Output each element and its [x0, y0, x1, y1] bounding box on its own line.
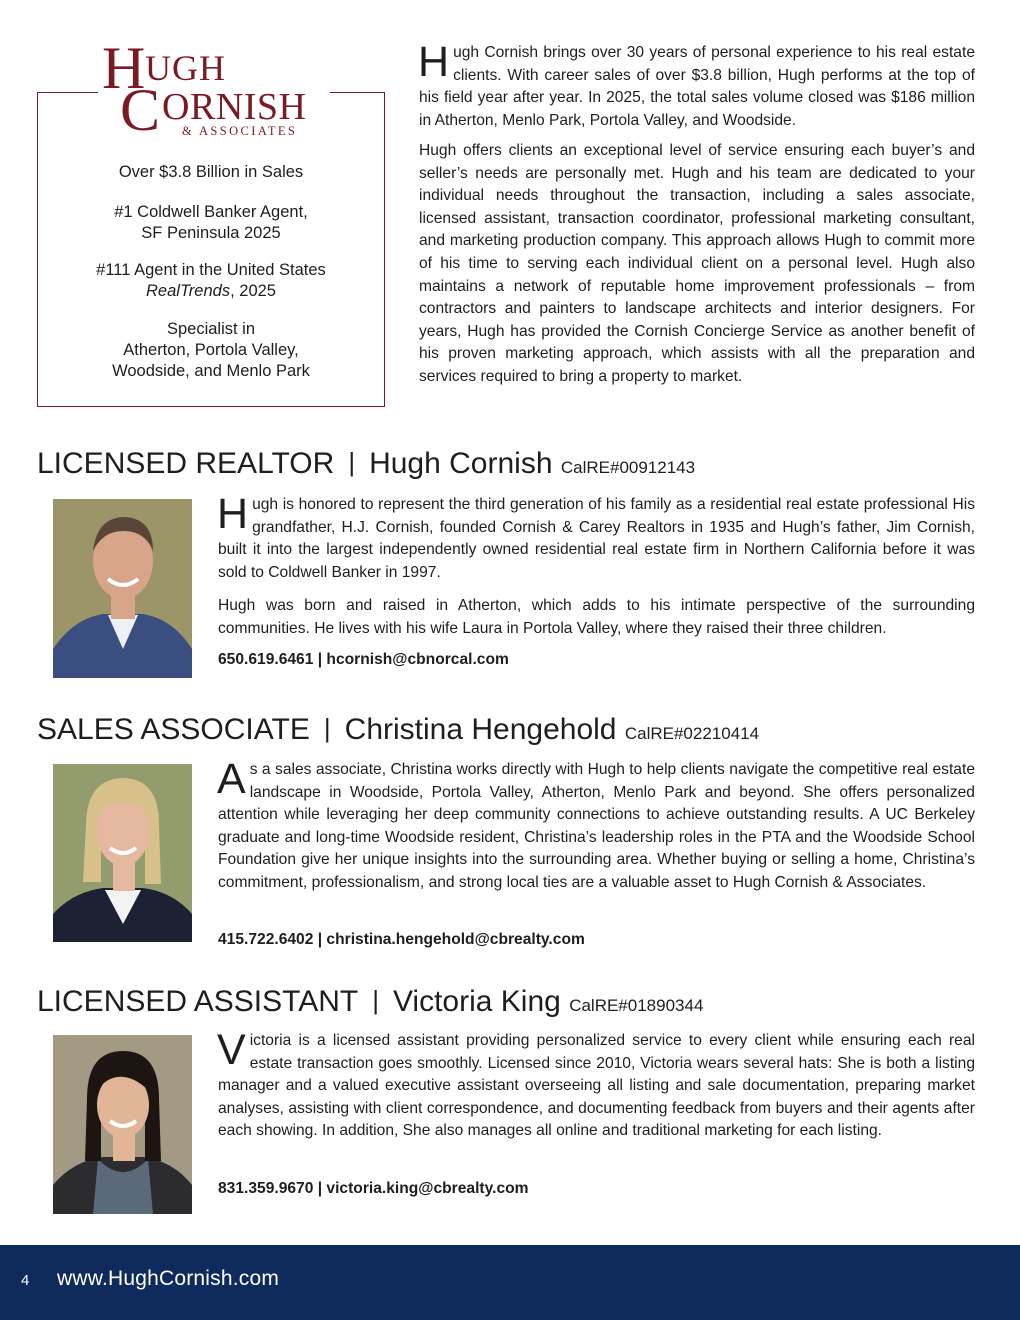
logo-text-ornish: ORNISH: [162, 86, 307, 128]
stat-rank-us: [37, 260, 385, 302]
stat-rank-cb-line2: SF Peninsula 2025: [141, 224, 281, 242]
portrait-victoria-svg: [53, 1035, 192, 1214]
contact-hugh: [218, 651, 509, 669]
role-title: LICENSED ASSISTANT: [37, 985, 359, 1018]
bio-christina-paragraph-text: s a sales associate, Christina works directly with Hugh to help clients navigate the competitive real estate landscape in Woodside, Portola Valley, Atherton, Menlo Park and beyond. She offers personalized attention while leveraging her deep community connections to achieve outstanding results. A UC Berkeley graduate and long-time Woodside resident, Christina’s leadership roles in the PTA and the Woodside School Foundation give her unique insights into the surrounding area. Whether buying or selling a home, Christina’s commitment, professionalism, and strong local ties are a valuable asset to Hugh Cornish & Associates.: [218, 761, 975, 891]
logo-text-ugh: UGH: [145, 48, 226, 88]
contact-christina: [218, 931, 585, 949]
logo-initial-h: H: [102, 35, 146, 101]
bio-victoria-paragraph-text: ictoria is a licensed assistant providing personalized service to every client while ensuring each real estate transaction goes smoothly. Licensed since 2010, Victoria wears several hats: She is both a listing manager and a valued executive assistant overseeing all listing and sale documentation, preparing market analyses, assisting with client correspondence, and documenting feedback from buyers and their agents after each showing. In addition, She also manages all online and traditional marketing for each listing.: [218, 1032, 975, 1140]
portrait-christina-hengehold: [53, 764, 192, 942]
bio-christina-paragraph: [217, 755, 975, 895]
realtrends-year: , 2025: [230, 282, 276, 300]
contact-divider: |: [313, 1180, 327, 1197]
portrait-christina-svg: [53, 764, 192, 942]
logo-associates: & ASSOCIATES: [182, 124, 298, 138]
member-name: Christina Hengehold: [344, 713, 617, 746]
phone-number[interactable]: 831.359.9670: [218, 1180, 314, 1197]
section-heading-realtor: [37, 447, 695, 485]
stat-rank-cb: [37, 202, 385, 244]
drop-cap: A: [217, 755, 246, 803]
contact-divider: |: [313, 651, 327, 668]
phone-number[interactable]: 650.619.6461: [218, 651, 314, 668]
email-link[interactable]: christina.hengehold@cbrealty.com: [326, 931, 585, 948]
bio-hugh-paragraph-2: Hugh was born and raised in Atherton, which adds to his intimate perspective of the surrounding communities. He lives with his wife Laura in Portola Valley, where they raised their three children.: [218, 597, 975, 637]
stat-rank-cb-line1: #1 Coldwell Banker Agent,: [114, 203, 308, 221]
drop-cap: H: [217, 490, 249, 538]
realtrends-label: RealTrends: [146, 282, 231, 300]
email-link[interactable]: victoria.king@cbrealty.com: [326, 1180, 529, 1197]
section-heading-sales-associate: [37, 713, 759, 751]
page-number: 4: [21, 1272, 30, 1289]
heading-divider: |: [323, 713, 331, 743]
intro-paragraph-1: [418, 38, 975, 132]
role-title: SALES ASSOCIATE: [37, 713, 310, 746]
logo-initial-c: C: [120, 77, 161, 143]
stat-rank-us-line2: [37, 281, 385, 302]
heading-divider: |: [348, 447, 356, 477]
portrait-hugh-cornish: [53, 499, 192, 678]
hugh-cornish-logo: [98, 35, 330, 143]
license-number: CalRE#01890344: [569, 996, 704, 1015]
bio-hugh-paragraph-1-text: ugh is honored to represent the third generation of his family as a residential real estate professional His grandfather, H.J. Cornish, founded Cornish & Carey Realtors in 1935 and Hugh’s father, Jim Cornish, built it into the largest independently owned residential real estate firm in Northern California before it was sold to Coldwell Banker in 1997.: [218, 496, 975, 581]
license-number: CalRE#02210414: [624, 724, 760, 743]
stat-specialist-line1: Specialist in: [166, 320, 256, 338]
bio-hugh-paragraph-1: [217, 490, 975, 584]
section-heading-licensed-assistant: [37, 985, 703, 1023]
stat-rank-us-line1: #111 Agent in the United States: [96, 261, 326, 279]
stat-specialist-line2: Atherton, Portola Valley,: [123, 341, 299, 359]
member-name: Hugh Cornish: [369, 447, 553, 480]
drop-cap: H: [418, 38, 450, 86]
contact-victoria: [218, 1180, 529, 1198]
drop-cap: V: [217, 1026, 246, 1074]
role-title: LICENSED REALTOR: [37, 447, 335, 480]
portrait-victoria-king: [53, 1035, 192, 1214]
stat-sales: Over $3.8 Billion in Sales: [118, 163, 304, 181]
stat-specialist-line3: Woodside, and Menlo Park: [112, 362, 310, 380]
intro-paragraph-2: Hugh offers clients an exceptional level of service ensuring each buyer’s and seller’s needs are personally met. Hugh and his team are dedicated to your individual needs throughout the transaction, including a sales associate, licensed assistant, transaction coordinator, professional marketing consultant, and marketing production company. This approach allows Hugh to commit more of his time to serving each individual client on a personal level. Hugh also maintains a network of reputable home improvement professionals – from contractors and painters to landscape architects and interior designers. For years, Hugh has provided the Cornish Concierge Service as another benefit of his proven marketing approach, which assists with all the preparation and services required to bring a property to market.: [419, 142, 975, 385]
stat-specialist: [37, 319, 385, 382]
portrait-hugh-svg: [53, 499, 192, 678]
email-link[interactable]: hcornish@cbnorcal.com: [326, 651, 509, 668]
phone-number[interactable]: 415.722.6402: [218, 931, 314, 948]
heading-divider: |: [372, 985, 379, 1015]
contact-divider: |: [313, 931, 327, 948]
website-link[interactable]: www.HughCornish.com: [57, 1267, 280, 1290]
license-number: CalRE#00912143: [560, 458, 696, 477]
member-name: Victoria King: [392, 985, 561, 1018]
bio-victoria-paragraph: [217, 1026, 975, 1143]
intro-paragraph-1-text: ugh Cornish brings over 30 years of personal experience to his real estate clients. With career sales of over $3.8 billion, Hugh performs at the top of his field year after year. In 2025, the total sales volume closed was $186 million in Atherton, Menlo Park, Portola Valley, and Woodside.: [419, 44, 975, 129]
